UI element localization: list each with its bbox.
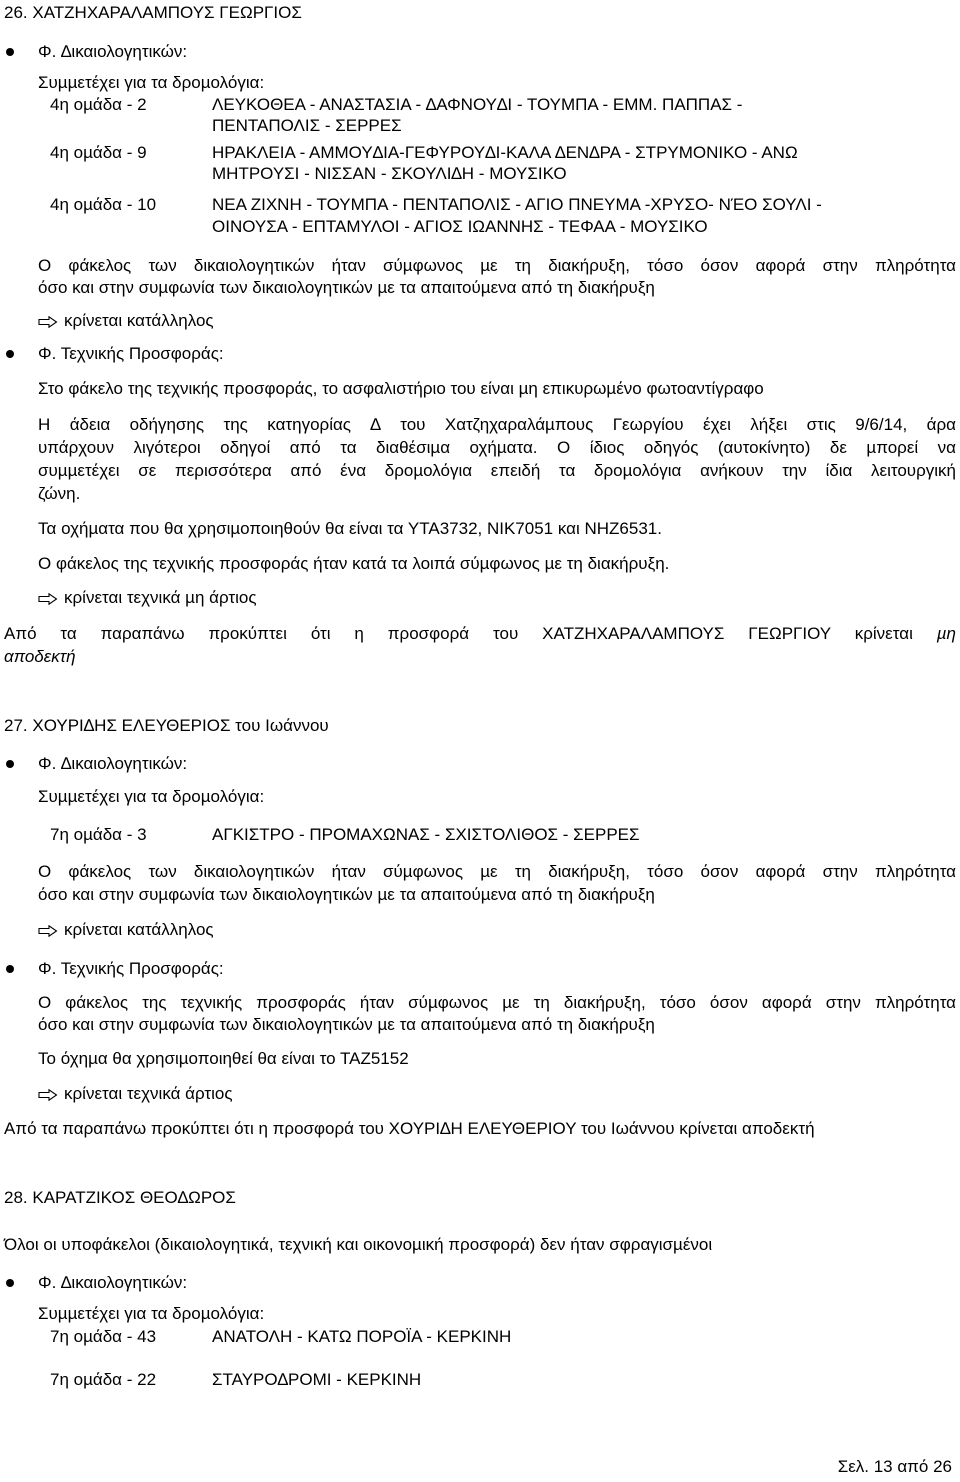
unsealed-note: Όλοι οι υποφάκελοι (δικαιολογητικά, τεχνική και οικονοµική προσφορά) δεν ήταν σφραγισµένοι <box>4 1235 713 1254</box>
tech-text-line: ζώνη. <box>38 484 81 503</box>
group-route: ΝΕΑ ΖΙΧΝΗ - ΤΟΥΜΠΑ - ΠΕΝΤΑΠΟΛΙΣ - ΑΓΙΟ ΠΝΕΥΜΑ -ΧΡΥΣΟ- ΝΈΟ ΣΟΥΛΙ - <box>212 195 822 214</box>
tech-text-line: Ο φάκελος της τεχνικής προσφοράς ήταν κατά τα λοιπά σύµφωνος µε τη διακήρυξη. <box>38 554 670 573</box>
section-26-heading: 26. ΧΑΤΖΗΧΑΡΑΛΑΜΠΟΥΣ ΓΕΩΡΓΙΟΣ <box>4 3 302 22</box>
bullet-icon <box>6 1279 14 1287</box>
group-route: ΑΝΑΤΟΛΗ - ΚΑΤΩ ΠΟΡΟΪΑ - ΚΕΡΚΙΝΗ <box>212 1327 512 1346</box>
tech-text-line: υπάρχουν λιγότεροι οδηγοί από τα διαθέσιµα οχήµατα. Ο ίδιος οδηγός (αυτοκίνητο) δε µπορεί να <box>38 438 956 457</box>
tech-title: Φ. Τεχνικής Προσφοράς: <box>38 344 224 363</box>
routes-intro: Συµµετέχει για τα δροµολόγια: <box>38 1304 265 1323</box>
group-route-cont: ΜΗΤΡΟΥΣΙ - ΝΙΣΣΑΝ - ΣΚΟΥΛΙ∆Η - ΜΟΥΣΙΚΟ <box>212 164 567 183</box>
tech-text-line: όσο και στην συµφωνία των δικαιολογητικών µε τα απαιτούµενα από τη διακήρυξη <box>38 1015 655 1034</box>
verdict-text: κρίνεται κατάλληλος <box>64 920 214 939</box>
tech-text-line: Ο φάκελος της τεχνικής προσφοράς ήταν σύµφωνος µε τη διακήρυξη, τόσο όσον αφορά στην πληρότητα <box>38 993 956 1012</box>
verdict-text: κρίνεται τεχνικά άρτιος <box>64 1084 233 1103</box>
tech-text-line: Στο φάκελο της τεχνικής προσφοράς, το ασφαλιστήριο του είναι µη επικυρωµένο φωτοαντίγραφο <box>38 379 764 398</box>
conclusion-text: Από τα παραπάνω προκύπτει ότι η προσφορά του ΧΑΤΖΗΧΑΡΑΛΑΜΠΟΥΣ ΓΕΩΡΓΙΟΥ κρίνεται <box>4 624 913 643</box>
docs-title: Φ. ∆ικαιολογητικών: <box>38 42 188 61</box>
group-route: ΗΡΑΚΛΕΙΑ - ΑΜΜΟΥ∆ΙΑ-ΓΕΦΥΡΟΥ∆Ι-ΚΑΛΑ ∆ΕΝ∆ΡΑ - ΣΤΡΥΜΟΝΙΚΟ - ΑΝΩ <box>212 143 798 162</box>
group-name: 7η οµάδα - 3 <box>50 825 147 844</box>
group-name: 7η οµάδα - 22 <box>50 1370 157 1389</box>
routes-intro: Συµµετέχει για τα δροµολόγια: <box>38 73 265 92</box>
group-route-cont: ΟΙΝΟΥΣΑ - ΕΠΤΑΜΥΛΟΙ - ΑΓΙΟΣ ΙΩΑΝΝΗΣ - ΤΕΦΑΑ - ΜΟΥΣΙΚΟ <box>212 217 708 236</box>
conclusion-emphasis: αποδεκτή <box>4 647 76 666</box>
tech-title: Φ. Τεχνικής Προσφοράς: <box>38 959 224 978</box>
docs-verdict <box>38 919 214 940</box>
group-route: ΛΕΥΚΟΘΕΑ - ΑΝΑΣΤΑΣΙΑ - ∆ΑΦΝΟΥ∆Ι - ΤΟΥΜΠΑ - ΕΜΜ. ΠΑΠΠΑΣ - <box>212 95 743 114</box>
bullet-icon <box>6 965 14 973</box>
conclusion-line <box>4 623 956 644</box>
tech-verdict <box>38 1083 233 1104</box>
routes-intro: Συµµετέχει για τα δροµολόγια: <box>38 787 265 806</box>
docs-text-line: όσο και στην συµφωνία των δικαιολογητικών µε τα απαιτούµενα από τη διακήρυξη <box>38 278 655 297</box>
arrow-right-icon <box>38 1089 58 1101</box>
conclusion-line: Από τα παραπάνω προκύπτει ότι η προσφορά του ΧΟΥΡΙ∆Η ΕΛΕΥΘΕΡΙΟΥ του Ιωάννου κρίνεται αποδεκτή <box>4 1119 815 1138</box>
arrow-right-icon <box>38 925 58 937</box>
section-27-heading: 27. ΧΟΥΡΙ∆ΗΣ ΕΛΕΥΘΕΡΙΟΣ του Ιωάννου <box>4 716 329 735</box>
group-name: 7η οµάδα - 43 <box>50 1327 157 1346</box>
docs-text-line: Ο φάκελος των δικαιολογητικών ήταν σύµφωνος µε τη διακήρυξη, τόσο όσον αφορά στην πληρότητα <box>38 862 956 881</box>
docs-text-line: Ο φάκελος των δικαιολογητικών ήταν σύµφωνος µε τη διακήρυξη, τόσο όσον αφορά στην πληρότητα <box>38 256 956 275</box>
group-route: ΣΤΑΥΡΟ∆ΡΟΜΙ - ΚΕΡΚΙΝΗ <box>212 1370 422 1389</box>
conclusion-emphasis: µη <box>936 624 956 643</box>
verdict-text: κρίνεται τεχνικά µη άρτιος <box>64 588 257 607</box>
verdict-text: κρίνεται κατάλληλος <box>64 311 214 330</box>
section-28-heading: 28. ΚΑΡΑΤΖΙΚΟΣ ΘΕΟ∆ΩΡΟΣ <box>4 1188 236 1207</box>
tech-text-line: συµµετέχει σε περισσότερα από ένα δροµολόγια επειδή τα δροµολόγια ανήκουν την ίδια λειτουργική <box>38 461 956 480</box>
group-name: 4η οµάδα - 10 <box>50 195 157 214</box>
docs-text-line: όσο και στην συµφωνία των δικαιολογητικών µε τα απαιτούµενα από τη διακήρυξη <box>38 885 655 904</box>
tech-text-line: Τα οχήµατα που θα χρησιµοποιηθούν θα είναι τα ΥΤΑ3732, ΝΙΚ7051 και ΝΗΖ6531. <box>38 519 662 538</box>
arrow-right-icon <box>38 593 58 605</box>
group-route-cont: ΠΕΝΤΑΠΟΛΙΣ - ΣΕΡΡΕΣ <box>212 116 402 135</box>
docs-title: Φ. ∆ικαιολογητικών: <box>38 754 188 773</box>
bullet-icon <box>6 48 14 56</box>
arrow-right-icon <box>38 316 58 328</box>
tech-verdict <box>38 587 257 608</box>
bullet-icon <box>6 350 14 358</box>
group-route: ΑΓΚΙΣΤΡΟ - ΠΡΟΜΑΧΩΝΑΣ - ΣΧΙΣΤΟΛΙΘΟΣ - ΣΕΡΡΕΣ <box>212 825 640 844</box>
group-name: 4η οµάδα - 2 <box>50 95 147 114</box>
docs-verdict <box>38 310 214 331</box>
group-name: 4η οµάδα - 9 <box>50 143 147 162</box>
tech-text-line: Η άδεια οδήγησης της κατηγορίας ∆ του Χατζηχαραλάµπους Γεωργίου έχει λήξει στις 9/6/14, άρα <box>38 415 956 434</box>
bullet-icon <box>6 760 14 768</box>
docs-title: Φ. ∆ικαιολογητικών: <box>38 1273 188 1292</box>
tech-text-line: Το όχηµα θα χρησιµοποιηθεί θα είναι το ΤΑΖ5152 <box>38 1049 409 1068</box>
page-number: Σελ. 13 από 26 <box>837 1457 952 1476</box>
